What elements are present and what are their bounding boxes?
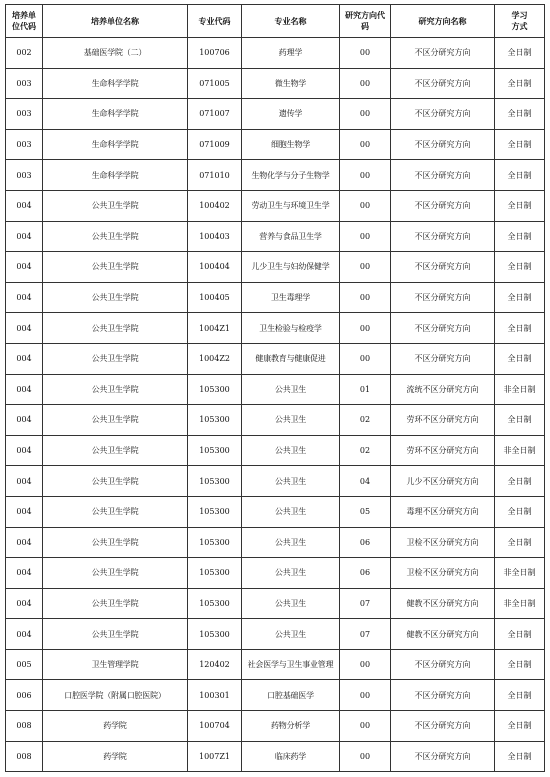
table-row <box>6 588 545 619</box>
cell-major-name: 社会医学与卫生事业管理 <box>242 649 340 680</box>
cell-unit-code: 004 <box>6 435 43 466</box>
cell-direction-name: 健教不区分研究方向 <box>391 588 495 619</box>
cell-study-mode: 全日制 <box>495 741 545 772</box>
table-row <box>6 741 545 772</box>
cell-study-mode: 非全日制 <box>495 558 545 589</box>
cell-unit-name: 卫生管理学院 <box>43 649 188 680</box>
column-header-text: 码 <box>361 21 369 31</box>
cell-direction-name: 不区分研究方向 <box>391 68 495 99</box>
cell-unit-code: 004 <box>6 221 43 252</box>
cell-major-name: 临床药学 <box>242 741 340 772</box>
cell-direction-code: 06 <box>340 558 391 589</box>
cell-direction-name: 不区分研究方向 <box>391 160 495 191</box>
cell-unit-name: 公共卫生学院 <box>43 558 188 589</box>
cell-direction-code: 04 <box>340 466 391 497</box>
table-row <box>6 374 545 405</box>
cell-direction-code: 00 <box>340 68 391 99</box>
cell-direction-name: 劳环不区分研究方向 <box>391 405 495 436</box>
cell-unit-name: 公共卫生学院 <box>43 313 188 344</box>
cell-direction-code: 00 <box>340 343 391 374</box>
cell-major-code: 100405 <box>188 282 242 313</box>
cell-study-mode: 全日制 <box>495 38 545 69</box>
table-row <box>6 343 545 374</box>
table-row <box>6 619 545 650</box>
cell-major-name: 公共卫生 <box>242 588 340 619</box>
column-header-text: 培养单位名称 <box>91 15 139 26</box>
cell-major-code: 071005 <box>188 68 242 99</box>
cell-unit-name: 公共卫生学院 <box>43 435 188 466</box>
cell-direction-code: 02 <box>340 405 391 436</box>
cell-major-name: 公共卫生 <box>242 374 340 405</box>
cell-major-code: 1007Z1 <box>188 741 242 772</box>
cell-direction-code: 00 <box>340 38 391 69</box>
cell-direction-code: 00 <box>340 282 391 313</box>
cell-major-code: 100706 <box>188 38 242 69</box>
cell-major-name: 口腔基础医学 <box>242 680 340 711</box>
cell-direction-code: 02 <box>340 435 391 466</box>
cell-major-code: 105300 <box>188 496 242 527</box>
cell-study-mode: 全日制 <box>495 466 545 497</box>
cell-major-name: 卫生检验与检疫学 <box>242 313 340 344</box>
column-header-text: 培养单 <box>12 10 36 20</box>
table-row <box>6 680 545 711</box>
cell-major-name: 公共卫生 <box>242 466 340 497</box>
cell-study-mode: 全日制 <box>495 649 545 680</box>
table-row <box>6 252 545 283</box>
cell-unit-name: 药学院 <box>43 711 188 742</box>
table-row <box>6 711 545 742</box>
cell-unit-code: 004 <box>6 405 43 436</box>
cell-major-name: 公共卫生 <box>242 405 340 436</box>
cell-direction-name: 不区分研究方向 <box>391 711 495 742</box>
document-page <box>5 4 544 772</box>
cell-unit-name: 公共卫生学院 <box>43 588 188 619</box>
table-row <box>6 99 545 130</box>
table-row <box>6 649 545 680</box>
cell-direction-name: 不区分研究方向 <box>391 99 495 130</box>
cell-major-name: 药物分析学 <box>242 711 340 742</box>
cell-major-name: 公共卫生 <box>242 435 340 466</box>
cell-major-code: 100402 <box>188 190 242 221</box>
cell-direction-code: 00 <box>340 313 391 344</box>
cell-major-name: 公共卫生 <box>242 496 340 527</box>
cell-unit-name: 公共卫生学院 <box>43 190 188 221</box>
cell-major-code: 071007 <box>188 99 242 130</box>
cell-unit-code: 003 <box>6 160 43 191</box>
cell-direction-code: 01 <box>340 374 391 405</box>
cell-major-code: 100404 <box>188 252 242 283</box>
cell-unit-code: 002 <box>6 38 43 69</box>
cell-major-code: 105300 <box>188 588 242 619</box>
cell-study-mode: 全日制 <box>495 129 545 160</box>
cell-direction-name: 健教不区分研究方向 <box>391 619 495 650</box>
cell-unit-name: 生命科学学院 <box>43 129 188 160</box>
cell-direction-code: 00 <box>340 741 391 772</box>
table-row <box>6 405 545 436</box>
cell-unit-code: 004 <box>6 282 43 313</box>
cell-direction-code: 00 <box>340 649 391 680</box>
cell-direction-name: 不区分研究方向 <box>391 252 495 283</box>
cell-direction-name: 不区分研究方向 <box>391 282 495 313</box>
cell-unit-name: 生命科学学院 <box>43 68 188 99</box>
cell-unit-name: 公共卫生学院 <box>43 619 188 650</box>
cell-major-name: 细胞生物学 <box>242 129 340 160</box>
table-row <box>6 68 545 99</box>
table-row <box>6 558 545 589</box>
cell-major-code: 100403 <box>188 221 242 252</box>
cell-unit-code: 004 <box>6 558 43 589</box>
column-header-text: 专业名称 <box>274 15 307 26</box>
cell-study-mode: 非全日制 <box>495 374 545 405</box>
cell-direction-name: 不区分研究方向 <box>391 129 495 160</box>
cell-direction-code: 00 <box>340 129 391 160</box>
cell-direction-name: 毒理不区分研究方向 <box>391 496 495 527</box>
table-row <box>6 527 545 558</box>
cell-major-code: 071009 <box>188 129 242 160</box>
cell-unit-name: 公共卫生学院 <box>43 466 188 497</box>
cell-direction-name: 卫检不区分研究方向 <box>391 527 495 558</box>
cell-unit-name: 公共卫生学院 <box>43 282 188 313</box>
cell-major-code: 105300 <box>188 558 242 589</box>
cell-study-mode: 全日制 <box>495 619 545 650</box>
cell-unit-name: 公共卫生学院 <box>43 405 188 436</box>
cell-unit-code: 004 <box>6 313 43 344</box>
cell-direction-code: 00 <box>340 190 391 221</box>
cell-direction-name: 卫检不区分研究方向 <box>391 558 495 589</box>
cell-major-name: 卫生毒理学 <box>242 282 340 313</box>
cell-direction-code: 00 <box>340 252 391 283</box>
table-row <box>6 221 545 252</box>
cell-direction-name: 不区分研究方向 <box>391 343 495 374</box>
cell-unit-code: 004 <box>6 496 43 527</box>
cell-study-mode: 全日制 <box>495 680 545 711</box>
table-row <box>6 466 545 497</box>
table-row <box>6 282 545 313</box>
cell-direction-name: 儿少不区分研究方向 <box>391 466 495 497</box>
cell-study-mode: 全日制 <box>495 711 545 742</box>
cell-direction-code: 00 <box>340 160 391 191</box>
cell-unit-code: 004 <box>6 588 43 619</box>
column-header-unit-name <box>43 5 188 38</box>
cell-major-name: 劳动卫生与环境卫生学 <box>242 190 340 221</box>
cell-direction-code: 05 <box>340 496 391 527</box>
cell-major-code: 071010 <box>188 160 242 191</box>
cell-major-name: 健康教育与健康促进 <box>242 343 340 374</box>
cell-study-mode: 全日制 <box>495 313 545 344</box>
cell-major-code: 105300 <box>188 435 242 466</box>
cell-major-name: 公共卫生 <box>242 619 340 650</box>
cell-direction-code: 00 <box>340 221 391 252</box>
cell-unit-name: 公共卫生学院 <box>43 221 188 252</box>
cell-major-name: 生物化学与分子生物学 <box>242 160 340 191</box>
cell-study-mode: 全日制 <box>495 190 545 221</box>
cell-unit-code: 004 <box>6 190 43 221</box>
column-header-study-mode <box>495 5 545 38</box>
column-header-text: 专业代码 <box>198 15 231 26</box>
cell-major-code: 120402 <box>188 649 242 680</box>
cell-unit-name: 公共卫生学院 <box>43 496 188 527</box>
cell-unit-name: 公共卫生学院 <box>43 252 188 283</box>
cell-direction-code: 00 <box>340 711 391 742</box>
column-header-text: 方式 <box>511 21 528 31</box>
table-row <box>6 129 545 160</box>
cell-direction-code: 07 <box>340 619 391 650</box>
cell-study-mode: 全日制 <box>495 496 545 527</box>
cell-unit-name: 公共卫生学院 <box>43 527 188 558</box>
cell-study-mode: 全日制 <box>495 405 545 436</box>
cell-unit-name: 基础医学院（二） <box>43 38 188 69</box>
cell-unit-code: 004 <box>6 343 43 374</box>
table-row <box>6 38 545 69</box>
column-header-text: 研究方向代 <box>345 10 385 20</box>
column-header-text: 研究方向名称 <box>418 15 467 26</box>
cell-unit-code: 003 <box>6 99 43 130</box>
cell-unit-name: 口腔医学院（附属口腔医院） <box>43 680 188 711</box>
column-header-text: 位代码 <box>12 21 36 31</box>
cell-direction-code: 07 <box>340 588 391 619</box>
cell-study-mode: 非全日制 <box>495 435 545 466</box>
column-header-major-name <box>242 5 340 38</box>
cell-direction-code: 00 <box>340 99 391 130</box>
cell-unit-name: 公共卫生学院 <box>43 343 188 374</box>
cell-direction-name: 流统不区分研究方向 <box>391 374 495 405</box>
cell-major-code: 105300 <box>188 466 242 497</box>
column-header-direction-code <box>340 5 391 38</box>
cell-major-code: 100704 <box>188 711 242 742</box>
cell-unit-code: 008 <box>6 741 43 772</box>
cell-study-mode: 全日制 <box>495 252 545 283</box>
cell-major-code: 100301 <box>188 680 242 711</box>
cell-direction-name: 不区分研究方向 <box>391 741 495 772</box>
cell-study-mode: 非全日制 <box>495 588 545 619</box>
cell-unit-code: 004 <box>6 374 43 405</box>
cell-unit-code: 003 <box>6 68 43 99</box>
cell-unit-code: 004 <box>6 527 43 558</box>
cell-major-code: 105300 <box>188 374 242 405</box>
table-row <box>6 496 545 527</box>
cell-direction-name: 不区分研究方向 <box>391 649 495 680</box>
cell-study-mode: 全日制 <box>495 343 545 374</box>
cell-direction-code: 00 <box>340 680 391 711</box>
cell-major-code: 1004Z1 <box>188 313 242 344</box>
cell-major-name: 营养与食品卫生学 <box>242 221 340 252</box>
cell-unit-code: 004 <box>6 619 43 650</box>
cell-major-name: 公共卫生 <box>242 558 340 589</box>
cell-major-name: 公共卫生 <box>242 527 340 558</box>
cell-unit-name: 药学院 <box>43 741 188 772</box>
column-header-unit-code <box>6 5 43 38</box>
cell-study-mode: 全日制 <box>495 160 545 191</box>
cell-major-name: 药理学 <box>242 38 340 69</box>
table-row <box>6 313 545 344</box>
cell-unit-code: 004 <box>6 466 43 497</box>
cell-major-code: 105300 <box>188 527 242 558</box>
table-row <box>6 435 545 466</box>
cell-unit-code: 003 <box>6 129 43 160</box>
enrollment-table <box>5 4 545 772</box>
cell-major-name: 遗传学 <box>242 99 340 130</box>
cell-major-code: 105300 <box>188 405 242 436</box>
table-row <box>6 190 545 221</box>
cell-unit-code: 008 <box>6 711 43 742</box>
cell-unit-code: 005 <box>6 649 43 680</box>
cell-major-name: 微生物学 <box>242 68 340 99</box>
cell-major-code: 105300 <box>188 619 242 650</box>
cell-study-mode: 全日制 <box>495 68 545 99</box>
cell-unit-code: 004 <box>6 252 43 283</box>
cell-direction-code: 06 <box>340 527 391 558</box>
cell-unit-name: 公共卫生学院 <box>43 374 188 405</box>
cell-unit-code: 006 <box>6 680 43 711</box>
table-header-row <box>6 5 545 38</box>
cell-study-mode: 全日制 <box>495 527 545 558</box>
cell-unit-name: 生命科学学院 <box>43 160 188 191</box>
cell-direction-name: 不区分研究方向 <box>391 38 495 69</box>
column-header-major-code <box>188 5 242 38</box>
cell-direction-name: 不区分研究方向 <box>391 680 495 711</box>
cell-direction-name: 不区分研究方向 <box>391 221 495 252</box>
cell-direction-name: 不区分研究方向 <box>391 313 495 344</box>
cell-direction-name: 劳环不区分研究方向 <box>391 435 495 466</box>
cell-study-mode: 全日制 <box>495 99 545 130</box>
column-header-text: 学习 <box>511 10 528 20</box>
table-row <box>6 160 545 191</box>
cell-major-name: 儿少卫生与妇幼保健学 <box>242 252 340 283</box>
cell-direction-name: 不区分研究方向 <box>391 190 495 221</box>
cell-study-mode: 全日制 <box>495 221 545 252</box>
cell-unit-name: 生命科学学院 <box>43 99 188 130</box>
table-body <box>6 38 545 772</box>
column-header-direction-name <box>391 5 495 38</box>
cell-major-code: 1004Z2 <box>188 343 242 374</box>
cell-study-mode: 全日制 <box>495 282 545 313</box>
